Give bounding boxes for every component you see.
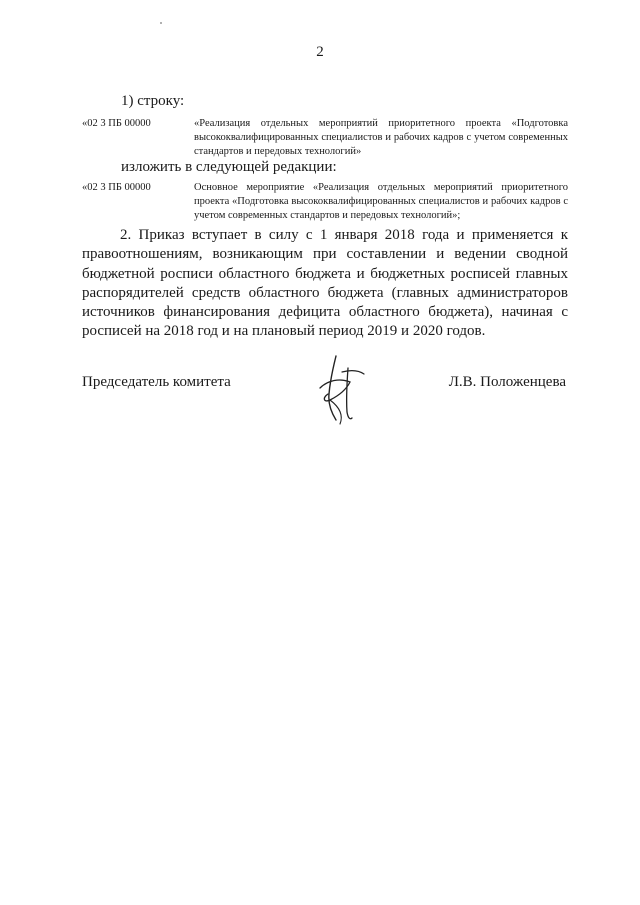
replace-instruction-line: изложить в следующей редакции:: [121, 159, 337, 175]
scan-speck: [160, 22, 162, 24]
page-number: 2: [316, 44, 324, 60]
new-row-text: Основное мероприятие «Реализация отдельных мероприятий приоритетного проекта «Подготовка высококвалифицированных специалистов и рабочих кадров с учетом современных стандартов и передовых технологий»;: [194, 182, 568, 221]
original-row-code: «02 3 ПБ 00000: [82, 118, 151, 129]
clause-2-paragraph: 2. Приказ вступает в силу с 1 января 2018 года и применяется к правоотношениям, возникающим при составлении и ведении сводной бюджетной росписи областного бюджета и бюджетных росписей главных распорядителей средств областного бюджета (главных администраторов источников финансирования дефицита областного бюджета), начиная с росписей на 2018 год и на плановый период 2019 и 2020 годов.: [82, 227, 568, 340]
signatory-title: Председатель комитета: [82, 374, 231, 390]
new-row-code: «02 3 ПБ 00000: [82, 182, 151, 193]
signatory-name: Л.В. Положенцева: [448, 374, 566, 390]
amendment-intro-line: 1) строку:: [121, 93, 185, 109]
original-row-text: «Реализация отдельных мероприятий приоритетного проекта «Подготовка высококвалифицированных специалистов и рабочих кадров с учетом современных стандартов и передовых технологий»: [194, 118, 568, 157]
handwritten-signature: [300, 348, 380, 428]
